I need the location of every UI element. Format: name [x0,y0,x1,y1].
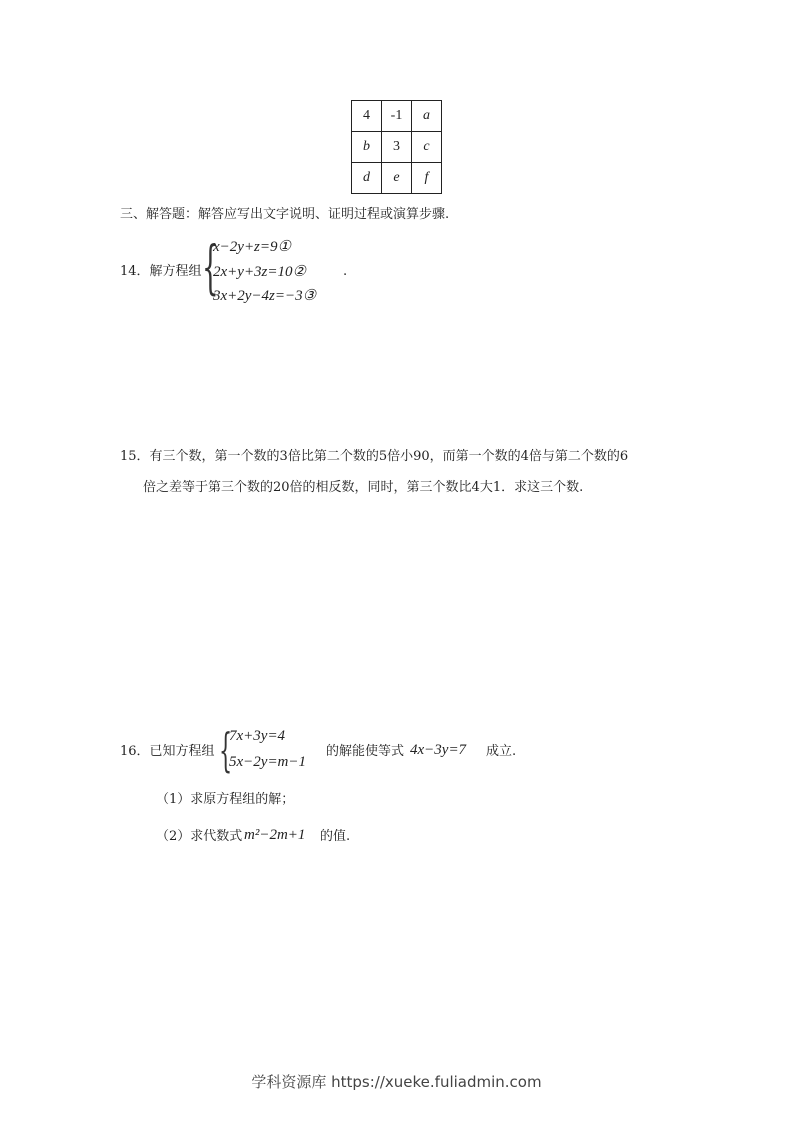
q16-end-text: 成立. [486,744,517,759]
q16-part-2-suffix: 的值. [320,829,351,844]
q15-line-2: 倍之差等于第三个数的20倍的相反数，同时，第三个数比4大1．求这三个数. [143,480,584,495]
grid-row [352,132,442,163]
grid-cell: c [412,132,442,163]
q14-equation-2: 2x+y+3z=10② [213,264,306,280]
q16-equation-1: 7x+3y=4 [229,728,286,744]
grid-cell: d [352,163,382,194]
q14-label: 14．解方程组 [120,264,202,279]
q16-middle-text: 的解能使等式 [326,744,405,759]
grid-cell: 4 [352,101,382,132]
grid-row [352,101,442,132]
grid-cell: e [382,163,412,194]
q16-label: 16．已知方程组 [120,744,215,759]
q14-brace: { [202,233,219,301]
q16-part-1: （1）求原方程组的解； [156,792,295,807]
q16-part-2-prefix: （2）求代数式 [156,829,243,844]
grid-cell: -1 [382,101,412,132]
grid-cell: b [352,132,382,163]
q16-equation-2: 5x−2y=m−1 [229,754,307,770]
q16-part-2-expression: m²−2m+1 [244,827,306,843]
grid-cell: 3 [382,132,412,163]
q15-line-1: 15．有三个数，第一个数的3倍比第二个数的5倍小90，而第一个数的4倍与第二个数的6 [120,449,629,464]
footer-watermark: 学科资源库 https://xueke.fuliadmin.com [251,1073,542,1091]
grid-row [352,163,442,194]
q14-equation-1: x−2y+z=9① [213,239,291,255]
q14-equation-3: 3x+2y−4z=−3③ [213,288,317,304]
q16-brace: { [219,723,233,777]
section-heading: 三、解答题：解答应写出文字说明、证明过程或演算步骤. [120,207,450,222]
grid-cell: a [412,101,442,132]
q14-period: . [343,264,348,279]
number-grid-table [351,100,442,194]
grid-cell: f [412,163,442,194]
q16-condition: 4x−3y=7 [410,742,467,758]
